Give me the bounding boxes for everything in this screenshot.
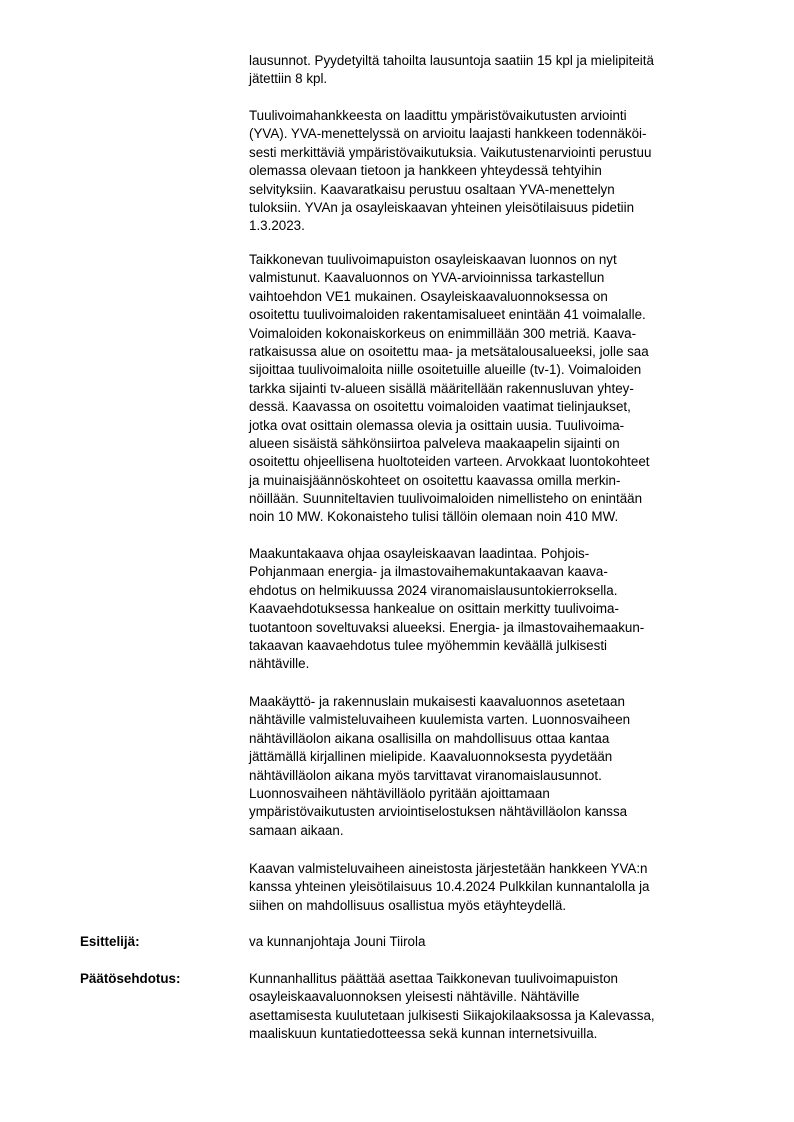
text-line: tuloksiin. YVAn ja osayleiskaavan yhteinen yleisötilaisuus pidetiin: [249, 199, 635, 215]
text-line: kanssa yhteinen yleisötilaisuus 10.4.2024 Pulkkilan kunnantalolla ja: [249, 879, 650, 895]
text-line: jotka ovat osittain olemassa olevia ja osittain uusia. Tuulivoima-: [249, 417, 625, 433]
text-line: nähtäville.: [249, 656, 310, 672]
text-line: asettamisesta kuulutetaan julkisesti Siikajokilaaksossa ja Kalevassa,: [249, 1007, 655, 1023]
text-line: vaihtoehdon VE1 mukainen. Osayleiskaavaluonnoksessa on: [249, 288, 608, 304]
text-line: 1.3.2023.: [249, 218, 305, 234]
text-line: ja muinaisjäännöskohteet on osoitettu kaavassa omilla merkin-: [249, 472, 621, 488]
text-line: Kaavan valmisteluvaiheen aineistosta järjestetään hankkeen YVA:n: [249, 861, 648, 876]
text-line: sesti merkittäviä ympäristövaikutuksia. Vaikutustenarviointi perustuu: [249, 144, 652, 160]
text-line: selvityksiin. Kaavaratkaisu perustuu osaltaan YVA-menettelyn: [249, 181, 615, 197]
text-line: jätettiin 8 kpl.: [249, 71, 328, 87]
proposal-label: Päätösehdotus:: [80, 971, 181, 986]
text-line: osayleiskaavaluonnoksen yleisesti nähtäville. Nähtäville: [249, 989, 580, 1005]
paragraph-regional-plan: [249, 545, 749, 674]
text-line: Kunnanhallitus päättää asettaa Taikkonevan tuulivoimapuiston: [249, 971, 618, 986]
paragraph-draft-plan: [249, 251, 749, 527]
text-line: sijoittaa tuulivoimaloita niille osoitetuille alueille (tv-1). Voimaloiden: [249, 362, 642, 378]
text-line: siihen on mahdollisuus osallistua myös etäyhteydellä.: [249, 897, 567, 913]
text-line: Tuulivoimahankkeesta on laadittu ympäristövaikutusten arviointi: [249, 108, 627, 123]
text-line: osoitettu tuulivoimaloiden rakentamisalueet enintään 41 voimalalle.: [249, 307, 646, 323]
text-line: samaan aikaan.: [249, 822, 344, 838]
text-line: nöillään. Suunniteltavien tuulivoimaloiden nimellisteho on enintään: [249, 491, 643, 507]
text-line: ratkaisussa alue on osoitettu maa- ja metsätalousalueeksi, jolle saa: [249, 343, 649, 359]
text-line: takaavan kaavaehdotus tulee myöhemmin keväällä julkisesti: [249, 637, 608, 653]
text-line: alueen sisäistä sähkönsiirtoa palveleva maakaapelin sijainti on: [249, 435, 620, 451]
presenter-value: [249, 933, 749, 951]
text-line: olemassa olevaan tietoon ja hankkeen yhteydessä tehtyihin: [249, 163, 602, 179]
text-line: Luonnosvaiheen nähtävilläolo pyritään ajoittamaan: [249, 785, 550, 801]
paragraph-public-event: [249, 860, 749, 915]
paragraph-yva: [249, 107, 749, 236]
text-line: valmistunut. Kaavaluonnos on YVA-arvioinnissa tarkastellun: [249, 270, 605, 286]
text-line: nähtävilläolon aikana osallisilla on mahdollisuus ottaa kantaa: [249, 730, 610, 746]
text-line: (YVA). YVA-menettelyssä on arvioitu laajasti hankkeen todennäköi-: [249, 126, 647, 142]
text-line: Voimaloiden kokonaiskorkeus on enimmillään 300 metriä. Kaava-: [249, 325, 637, 341]
text-line: maaliskuun kuntatiedotteessa sekä kunnan internetsivuilla.: [249, 1026, 598, 1042]
paragraph-statements: [249, 52, 749, 89]
text-line: Kaavaehdotuksessa hankealue on osittain merkitty tuulivoima-: [249, 601, 619, 617]
presenter-label: Esittelijä:: [80, 934, 140, 949]
text-line: lausunnot. Pyydetyiltä tahoilta lausuntoja saatiin 15 kpl ja mielipiteitä: [249, 53, 654, 68]
text-line: Pohjanmaan energia- ja ilmastovaihemakuntakaavan kaava-: [249, 564, 608, 580]
text-line: tarkka sijainti tv-alueen sisällä määritellään rakennusluvan yhtey-: [249, 380, 634, 396]
text-line: Taikkonevan tuulivoimapuiston osayleiskaavan luonnos on nyt: [249, 252, 617, 267]
text-line: dessä. Kaavassa on osoitettu voimaloiden vaatimat tielinjaukset,: [249, 399, 631, 415]
text-line: jättämällä kirjallinen mielipide. Kaavaluonnoksesta pyydetään: [249, 749, 613, 765]
text-line: nähtäville valmisteluvaiheen kuulemista varten. Luonnosvaiheen: [249, 712, 631, 728]
text-line: ehdotus on helmikuussa 2024 viranomaislausuntokierroksella.: [249, 582, 618, 598]
proposal-text: [249, 970, 749, 1044]
text-line: ympäristövaikutusten arviointiselostuksen nähtävilläolon kanssa: [249, 804, 628, 820]
text-line: tuotantoon soveltuvaksi alueeksi. Energia- ja ilmastovaihemaakun-: [249, 619, 645, 635]
text-line: osoitettu ohjeellisena huoltoteiden varteen. Arvokkaat luontokohteet: [249, 454, 650, 470]
text-line: Maakuntakaava ohjaa osayleiskaavan laadintaa. Pohjois-: [249, 546, 590, 561]
text-line: va kunnanjohtaja Jouni Tiirola: [249, 934, 426, 949]
text-line: Maakäyttö- ja rakennuslain mukaisesti kaavaluonnos asetetaan: [249, 694, 625, 709]
paragraph-public-display: [249, 693, 749, 840]
text-line: nähtävilläolon aikana myös tarvittavat viranomaislausunnot.: [249, 767, 602, 783]
text-line: noin 10 MW. Kokonaisteho tulisi tällöin olemaan noin 410 MW.: [249, 509, 619, 525]
